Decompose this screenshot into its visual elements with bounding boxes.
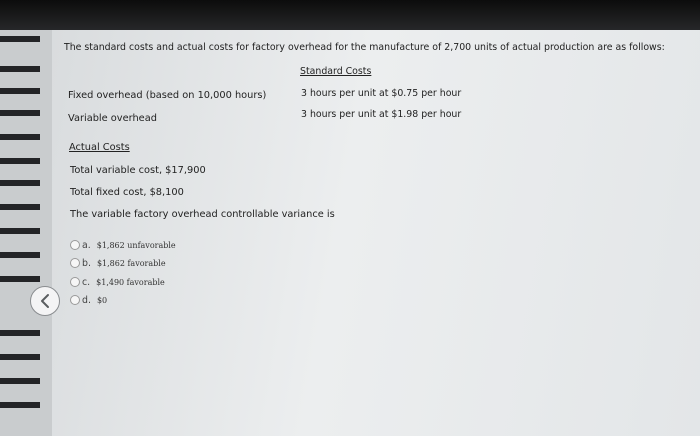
fixed-overhead-value: 3 hours per unit at $0.75 per hour bbox=[301, 88, 462, 99]
sidebar-bar bbox=[0, 110, 40, 116]
sidebar-bar bbox=[0, 330, 40, 336]
question-prompt: The variable factory overhead controllable variance is bbox=[70, 209, 335, 220]
chevron-left-icon bbox=[38, 293, 52, 309]
radio-button[interactable] bbox=[70, 295, 80, 305]
sidebar-bar bbox=[0, 378, 40, 384]
option-text: $1,862 unfavorable bbox=[96, 240, 176, 250]
sidebar-bar bbox=[0, 180, 40, 186]
answer-option-c[interactable] bbox=[70, 275, 165, 289]
screen-top-bezel bbox=[0, 0, 700, 34]
variable-overhead-value: 3 hours per unit at $1.98 per hour bbox=[301, 109, 462, 120]
sidebar-bar bbox=[0, 228, 40, 234]
option-letter: a. bbox=[82, 239, 91, 251]
actual-costs-header: Actual Costs bbox=[69, 142, 130, 153]
sidebar-bar bbox=[0, 252, 40, 258]
option-text: $1,490 favorable bbox=[96, 277, 165, 287]
fixed-overhead-label: Fixed overhead (based on 10,000 hours) bbox=[68, 90, 267, 101]
radio-button[interactable] bbox=[70, 258, 80, 268]
sidebar-bar bbox=[0, 134, 40, 140]
option-text: $1,862 favorable bbox=[96, 258, 166, 268]
variable-overhead-label: Variable overhead bbox=[68, 113, 157, 124]
option-letter: d. bbox=[82, 294, 91, 306]
standard-costs-header: Standard Costs bbox=[300, 66, 372, 77]
sidebar-bar bbox=[0, 204, 40, 210]
sidebar-bar bbox=[0, 276, 40, 282]
radio-button[interactable] bbox=[70, 277, 80, 287]
sidebar-bar bbox=[0, 158, 40, 164]
answer-option-d[interactable] bbox=[70, 293, 107, 307]
radio-button[interactable] bbox=[70, 240, 80, 250]
sidebar-bar bbox=[0, 354, 40, 360]
sidebar-bar bbox=[0, 402, 40, 408]
answer-option-a[interactable] bbox=[70, 238, 176, 252]
total-variable-cost: Total variable cost, $17,900 bbox=[70, 165, 206, 176]
total-fixed-cost: Total fixed cost, $8,100 bbox=[70, 187, 184, 198]
sidebar-bar bbox=[0, 36, 40, 42]
sidebar-bar bbox=[0, 88, 40, 94]
answer-option-b[interactable] bbox=[70, 256, 166, 270]
back-button[interactable] bbox=[30, 286, 60, 316]
question-title: The standard costs and actual costs for factory overhead for the manufacture of 2,700 units of actual production are as follows: bbox=[64, 42, 665, 53]
option-letter: b. bbox=[82, 257, 91, 269]
option-letter: c. bbox=[82, 276, 91, 288]
left-sidebar bbox=[0, 30, 52, 436]
option-text: $0 bbox=[96, 295, 108, 305]
sidebar-bar bbox=[0, 66, 40, 72]
